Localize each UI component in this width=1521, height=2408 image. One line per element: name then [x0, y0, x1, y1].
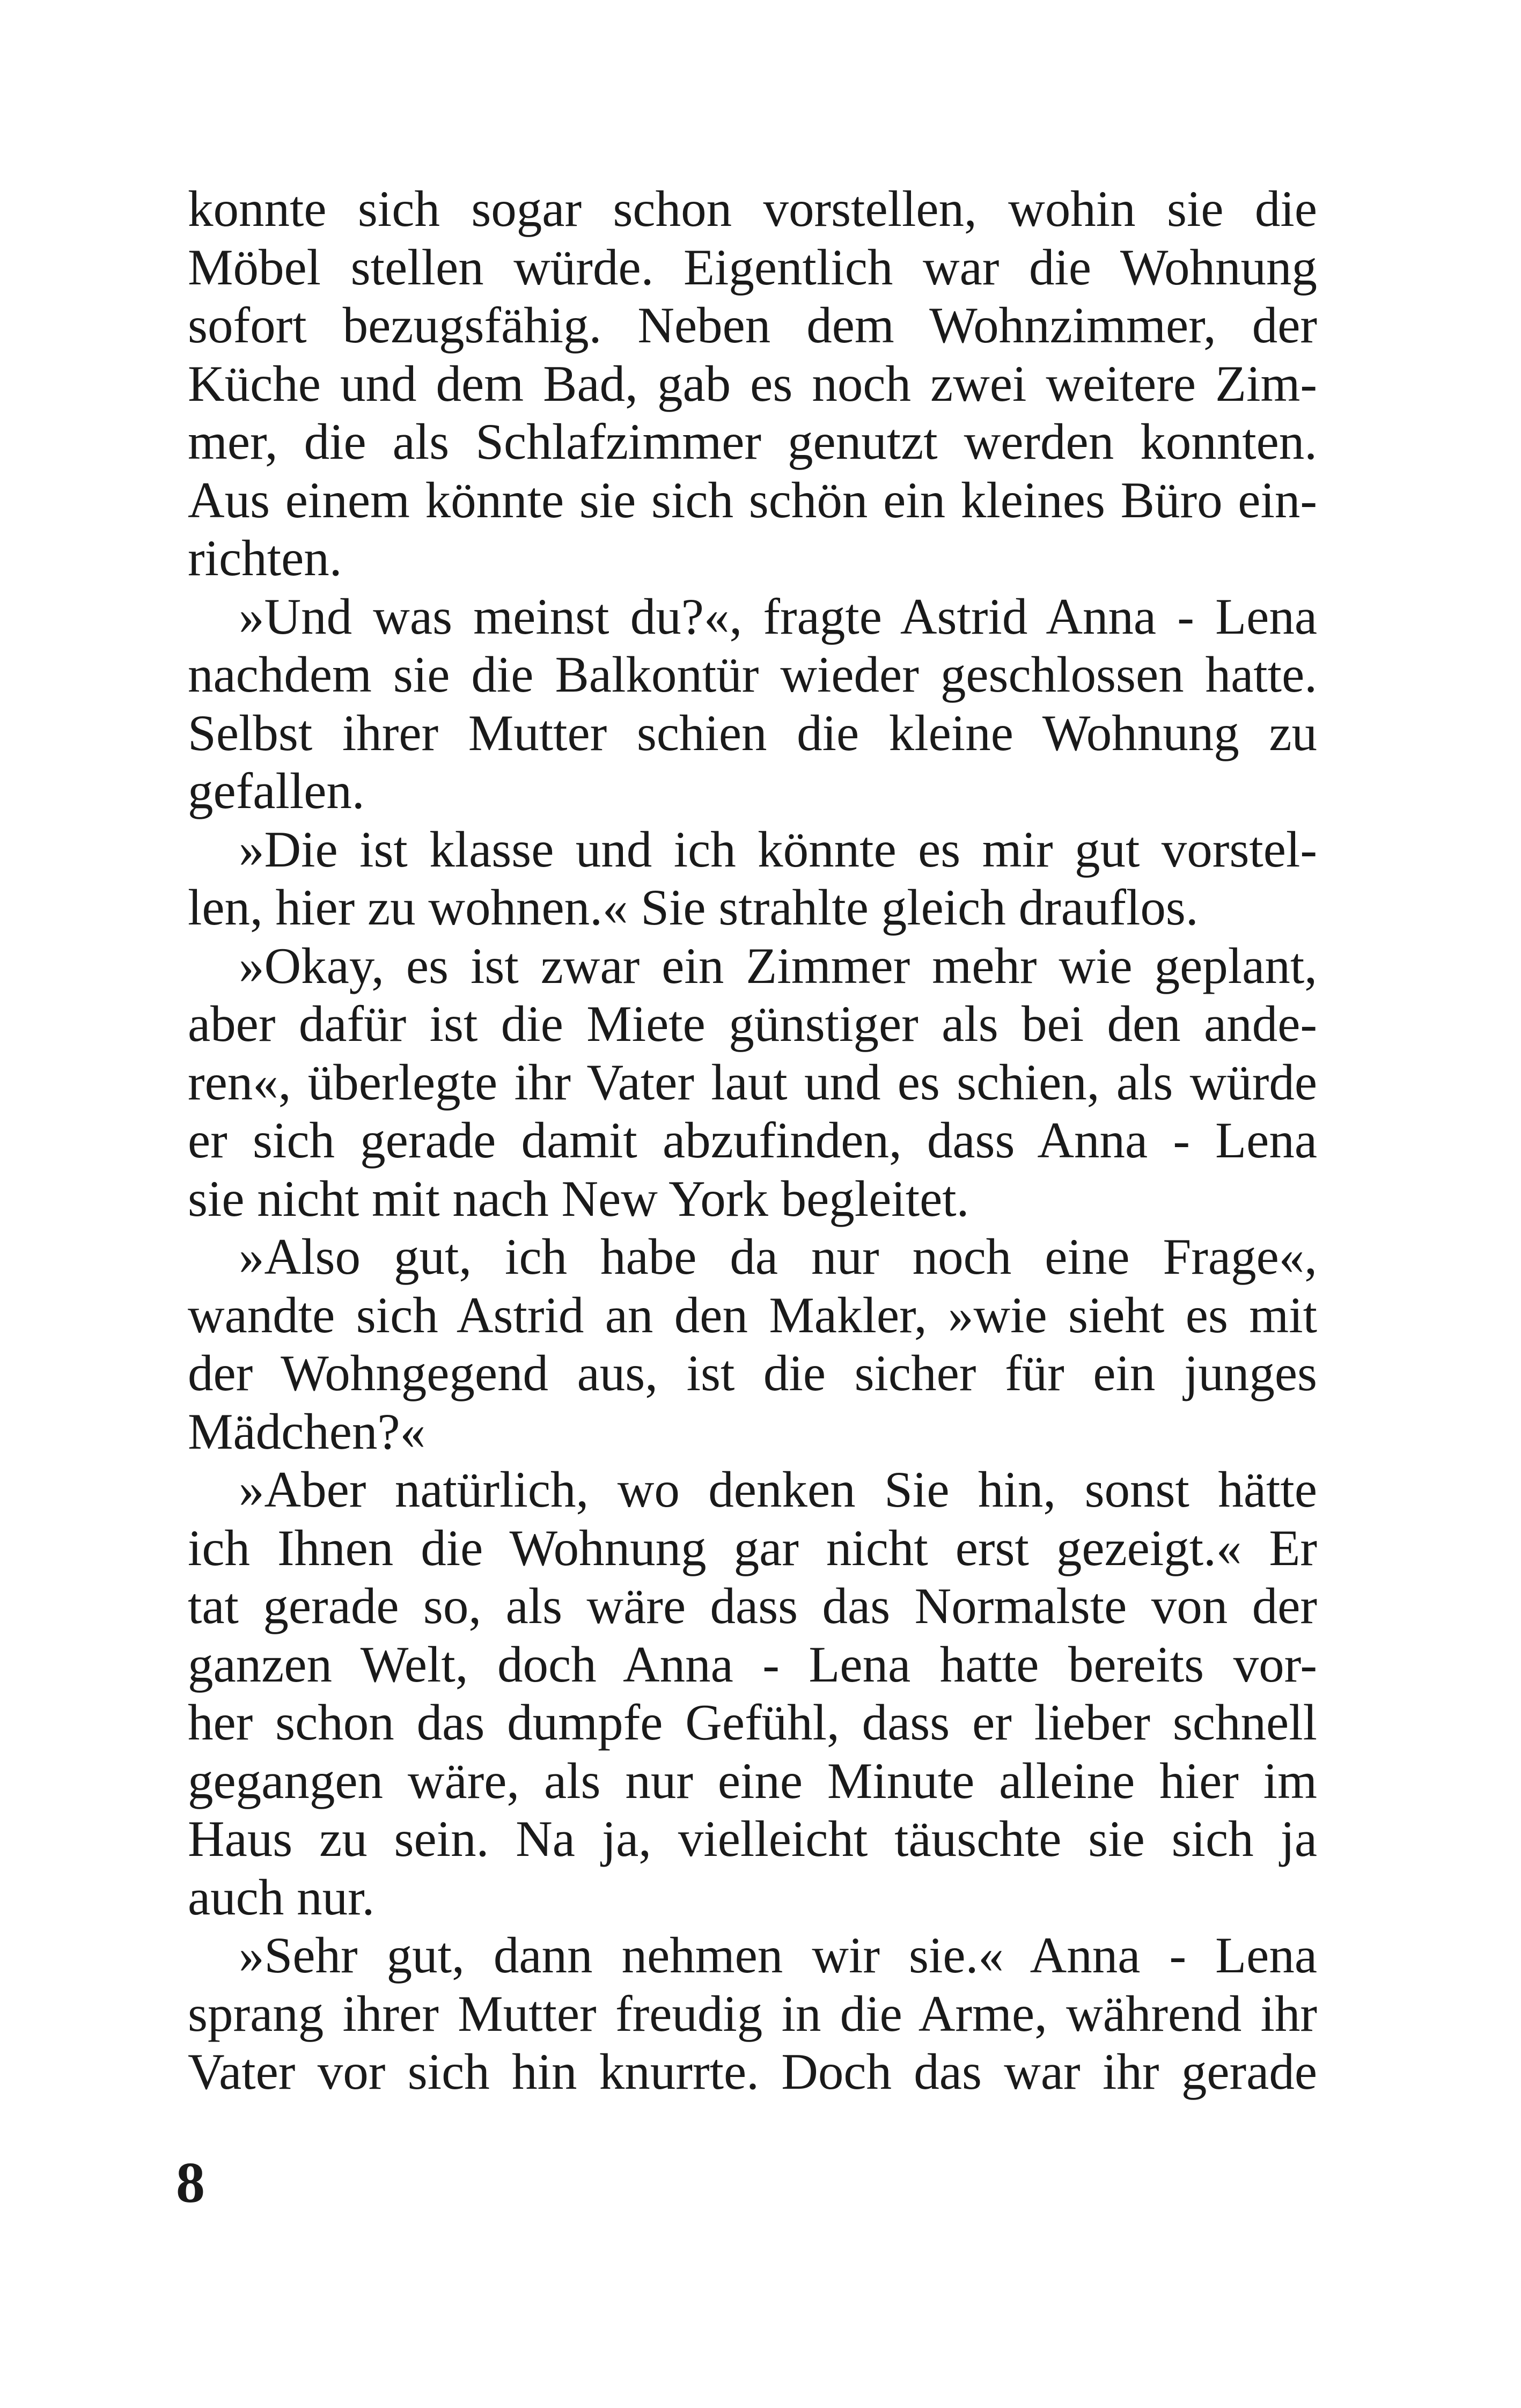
text-line: »Die ist klasse und ich könnte es mir gut vorstel- — [239, 820, 1317, 878]
text-line: ren«, überlegte ihr Vater laut und es schien, als würde — [188, 1053, 1317, 1111]
text-line: len, hier zu wohnen.« Sie strahlte gleich drauflos. — [188, 879, 1199, 936]
text-line: Haus zu sein. Na ja, vielleicht täuschte sie sich ja — [188, 1810, 1317, 1867]
text-line: »Sehr gut, dann nehmen wir sie.« Anna - Lena — [239, 1927, 1317, 1984]
text-line: her schon das dumpfe Gefühl, dass er lieber schnell — [188, 1694, 1317, 1751]
text-line: ich Ihnen die Wohnung gar nicht erst gezeigt.« Er — [188, 1519, 1317, 1576]
text-line: »Also gut, ich habe da nur noch eine Frage«, — [239, 1228, 1317, 1285]
page-number: 8 — [176, 2151, 205, 2215]
body-text — [188, 180, 1317, 2101]
text-line: wandte sich Astrid an den Makler, »wie sieht es mit — [188, 1286, 1317, 1344]
text-line: auch nur. — [188, 1868, 375, 1926]
text-line: sie nicht mit nach New York begleitet. — [188, 1170, 969, 1227]
text-line: Möbel stellen würde. Eigentlich war die Wohnung — [188, 238, 1317, 296]
text-line: sprang ihrer Mutter freudig in die Arme, während ihr — [188, 1985, 1317, 2042]
text-line: »Und was meinst du?«, fragte Astrid Anna - Lena — [239, 588, 1317, 645]
text-line: gefallen. — [188, 762, 365, 819]
text-line: richten. — [188, 530, 342, 586]
text-line: Küche und dem Bad, gab es noch zwei weitere Zim- — [188, 355, 1317, 412]
text-line: nachdem sie die Balkontür wieder geschlossen hatte. — [188, 646, 1317, 703]
text-line: Vater vor sich hin knurrte. Doch das war ihr gerade — [188, 2043, 1317, 2100]
text-line: der Wohngegend aus, ist die sicher für ein junges — [188, 1345, 1317, 1401]
text-line: ganzen Welt, doch Anna - Lena hatte bereits vor- — [188, 1635, 1317, 1693]
text-line: sofort bezugsfähig. Neben dem Wohnzimmer, der — [188, 297, 1317, 354]
text-line: tat gerade so, als wäre dass das Normalste von der — [188, 1577, 1317, 1634]
text-line: mer, die als Schlafzimmer genutzt werden konnten. — [188, 413, 1317, 470]
text-line: konnte sich sogar schon vorstellen, wohin sie die — [188, 180, 1317, 237]
text-line: »Aber natürlich, wo denken Sie hin, sonst hätte — [239, 1461, 1317, 1518]
text-line: Aus einem könnte sie sich schön ein kleines Büro ein- — [188, 471, 1317, 528]
text-line: er sich gerade damit abzufinden, dass Anna - Lena — [188, 1112, 1317, 1169]
text-line: »Okay, es ist zwar ein Zimmer mehr wie geplant, — [239, 937, 1317, 994]
text-line: Selbst ihrer Mutter schien die kleine Wohnung zu — [188, 704, 1317, 761]
text-line: gegangen wäre, als nur eine Minute alleine hier im — [188, 1752, 1317, 1809]
text-line: Mädchen?« — [188, 1403, 426, 1460]
text-line: aber dafür ist die Miete günstiger als bei den ande- — [188, 995, 1317, 1052]
